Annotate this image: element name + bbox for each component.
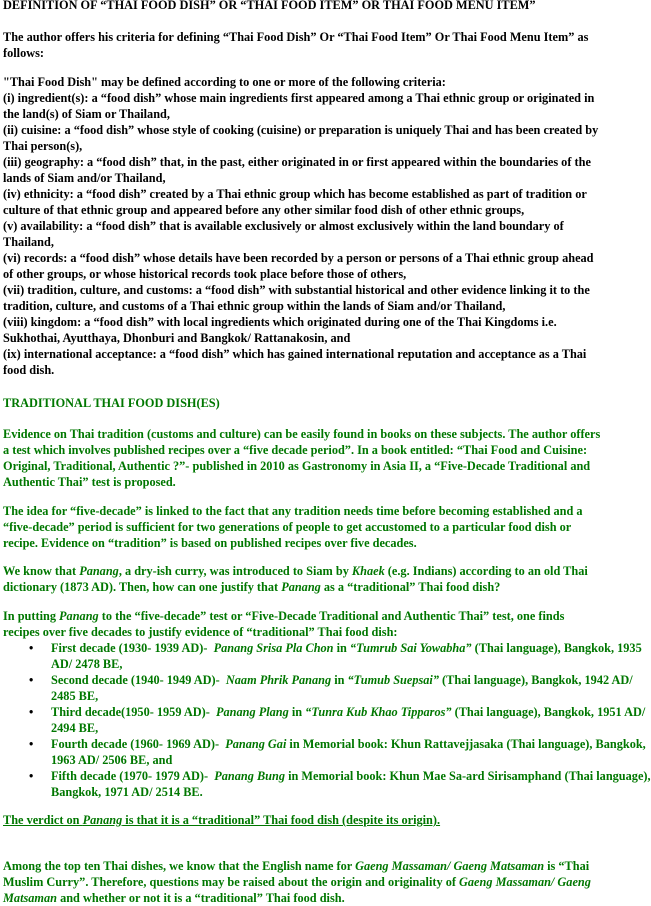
- decade-label: Fourth decade (1960- 1969 AD)-: [51, 737, 220, 751]
- decade-book: “Tumrub Sai Yowabha”: [349, 641, 472, 655]
- criteria-lead: "Thai Food Dish" may be defined according to one or more of the following criteria:: [3, 75, 446, 89]
- criterion-food-dish: “food dish”: [100, 91, 162, 105]
- criterion-item: [3, 186, 605, 218]
- decade-dish: Panang Plang: [215, 705, 289, 719]
- text: (e.g. Indians) according to an old Thai dictionary (1873 AD). Then, how can one justify that: [3, 564, 588, 594]
- decade-item: [29, 736, 651, 768]
- decade-book: “Tunra Kub Khao Tipparos”: [305, 705, 452, 719]
- criterion-food-dish: “food dish”: [168, 347, 230, 361]
- criterion-label: (v) availability: a: [3, 219, 96, 233]
- bullet-icon: •: [29, 769, 34, 783]
- criterion-item: [3, 218, 605, 250]
- criterion-food-dish: “food dish”: [96, 155, 157, 169]
- criterion-item: [3, 90, 605, 122]
- text: , a dry-ish curry, was introduced to Siam by: [118, 564, 352, 578]
- text: in: [333, 641, 350, 655]
- bullet-icon: •: [29, 641, 34, 655]
- criterion-label: (iii) geography: a: [3, 155, 97, 169]
- text: We know that: [3, 564, 80, 578]
- text: is that it is a “traditional” Thai food dish (despite its origin).: [122, 813, 441, 827]
- text: and whether or not it is a “traditional” Thai food dish.: [57, 891, 345, 905]
- bullet-icon: •: [29, 737, 34, 751]
- decade-dish: Naam Phrik Panang: [225, 673, 332, 687]
- criterion-text: created by a Thai ethnic group which has become established as part of tradition or culture of that ethnic group and appeared before any other similar food dish of other ethnic groups,: [3, 187, 587, 217]
- criterion-text: whose details have been recorded by a person or persons of a Thai ethnic group ahead of other groups, or whose historical records took place before those of others,: [3, 251, 594, 281]
- text: to the “five-decade” test or “Five-Decade Traditional and Authentic Thai” test, one finds recipes over five decades to justify evidence of “traditional” Thai food dish:: [3, 609, 565, 639]
- decade-dish: Panang Bung: [214, 769, 286, 783]
- decade-item: [29, 704, 651, 736]
- criterion-text: whose main ingredients first appeared among a Thai ethnic group or originated in the land(s) of Siam or Thailand,: [3, 91, 595, 121]
- verdict: [3, 812, 440, 828]
- decade-dish: Panang Gai: [225, 737, 287, 751]
- decade-list: [3, 640, 651, 800]
- decade-dish: Panang Srisa Pla Chon: [213, 641, 334, 655]
- criterion-item: [3, 122, 605, 154]
- decade-rest: (Thai language), Bangkok, 1951 AD/ 2494 BE,: [51, 705, 646, 735]
- text: in: [286, 737, 303, 751]
- dish-name: Panang: [79, 564, 119, 578]
- criterion-label: (ix) international acceptance: a: [3, 347, 169, 361]
- bullet-icon: •: [29, 673, 34, 687]
- criterion-label: (vi) records: a: [3, 251, 80, 265]
- intro-paragraph: The author offers his criteria for defining “Thai Food Dish” Or “Thai Food Item” Or Thai Food Menu Item” as follows:: [3, 30, 589, 60]
- decade-book: Memorial book: Khun Mae Sa-ard Sirisamphand: [301, 769, 562, 783]
- text: Among the top ten Thai dishes, we know that the English name for: [3, 859, 356, 873]
- dish-name: Gaeng Massaman/ Gaeng Matsaman: [3, 875, 591, 905]
- criterion-food-dish: “food dish”: [205, 283, 266, 297]
- text: as a “traditional” Thai food dish?: [320, 580, 501, 594]
- criterion-text: that, in the past, either originated in or first appeared within the boundaries of the lands of Siam and/or Thailand,: [3, 155, 591, 185]
- criterion-item: [3, 314, 605, 346]
- decade-item: [29, 768, 651, 800]
- five-decade-test-paragraph: [3, 608, 603, 640]
- criterion-label: (i) ingredient(s): a: [3, 91, 101, 105]
- criterion-food-dish: “food dish”: [95, 219, 157, 233]
- decade-label: Third decade(1950- 1959 AD)-: [51, 705, 210, 719]
- criterion-item: [3, 282, 605, 314]
- criterion-label: (ii) cuisine: a: [3, 123, 74, 137]
- dish-name: Panang: [82, 813, 123, 827]
- criterion-label: (vii) tradition, culture, and customs: a: [3, 283, 205, 297]
- criterion-food-dish: “food dish”: [86, 187, 147, 201]
- panang-origin-paragraph: [3, 563, 603, 595]
- decade-item: [29, 672, 651, 704]
- criterion-item: [3, 346, 605, 378]
- text: in: [285, 769, 302, 783]
- criterion-label: (viii) kingdom: a: [3, 315, 94, 329]
- criterion-food-dish: “food dish”: [73, 123, 135, 137]
- dish-name: Panang: [59, 609, 99, 623]
- evidence-paragraph: Evidence on Thai tradition (customs and culture) can be easily found in books on these subjects. The author offers a test which involves published recipes over a “five decade period”. In a book entitled: “Thai Food and Cuisine: Original, Traditional, Authentic ?”- published in 2010 as Gastronomy in Asia II, a “Five-Decade Traditional and Authentic Thai” test is proposed.: [3, 427, 601, 489]
- massaman-paragraph: [3, 858, 603, 906]
- criterion-food-dish: “food dish”: [79, 251, 141, 265]
- section-heading: TRADITIONAL THAI FOOD DISH(ES): [3, 396, 220, 410]
- document-title: DEFINITION OF “THAI FOOD DISH” OR “THAI FOOD ITEM” OR THAI FOOD MENU ITEM”: [3, 0, 536, 12]
- decade-rest: (Thai language), Bangkok, 1935 AD/ 2478 BE,: [51, 641, 642, 671]
- text: The verdict on: [3, 813, 83, 827]
- dish-name: Gaeng Massaman/ Gaeng Matsaman: [355, 859, 545, 873]
- text: is “Thai Muslim Curry”. Therefore, questions may be raised about the origin and originality of: [3, 859, 590, 889]
- criterion-text: that is available exclusively or almost exclusively within the land boundary of Thailand,: [3, 219, 564, 249]
- text: in: [288, 705, 306, 719]
- criteria-block: [3, 74, 605, 378]
- people-name: Khaek: [351, 564, 385, 578]
- criterion-text: which has gained international reputation and acceptance as a Thai food dish.: [3, 347, 587, 377]
- criterion-text: with substantial historical and other evidence linking it to the tradition, culture, and customs of a Thai ethnic group within the lands of Siam and/or Thailand,: [3, 283, 590, 313]
- decade-rest: (Thai language), Bangkok, 1963 AD/ 2506 BE, and: [51, 737, 646, 767]
- text: in: [331, 673, 348, 687]
- decade-label: Fifth decade (1970- 1979 AD)-: [51, 769, 209, 783]
- criterion-text: with local ingredients which originated during one of the Thai Kingdoms i.e. Sukhothai, Ayutthaya, Dhonburi and Bangkok/ Rattanakosin, and: [3, 315, 557, 345]
- criterion-item: [3, 154, 605, 186]
- decade-rest: (Thai language), Bangkok, 1942 AD/ 2485 BE,: [51, 673, 633, 703]
- criterion-item: [3, 250, 605, 282]
- criterion-text: whose style of cooking (cuisine) or preparation is uniquely Thai and has been created by Thai person(s),: [3, 123, 599, 153]
- bullet-icon: •: [29, 705, 34, 719]
- decade-book: “Tumub Suepsai”: [347, 673, 439, 687]
- decade-rest: (Thai language), Bangkok, 1971 AD/ 2514 BE.: [51, 769, 651, 799]
- text: In putting: [3, 609, 60, 623]
- decade-book: Memorial book: Khun Rattavejjasaka: [302, 737, 504, 751]
- criteria-list: [3, 90, 605, 378]
- dish-name: Panang: [281, 580, 321, 594]
- criterion-food-dish: “food dish”: [93, 315, 155, 329]
- decade-label: First decade (1930- 1939 AD)-: [51, 641, 208, 655]
- criterion-label: (iv) ethnicity: a: [3, 187, 86, 201]
- five-decade-paragraph: The idea for “five-decade” is linked to the fact that any tradition needs time before becoming established and a “five-decade” period is sufficient for two generations of people to get accustomed to a particular food dish or recipe. Evidence on “tradition” is based on published recipes over five decades.: [3, 504, 583, 550]
- decade-item: [29, 640, 651, 672]
- decade-label: Second decade (1940- 1949 AD)-: [51, 673, 220, 687]
